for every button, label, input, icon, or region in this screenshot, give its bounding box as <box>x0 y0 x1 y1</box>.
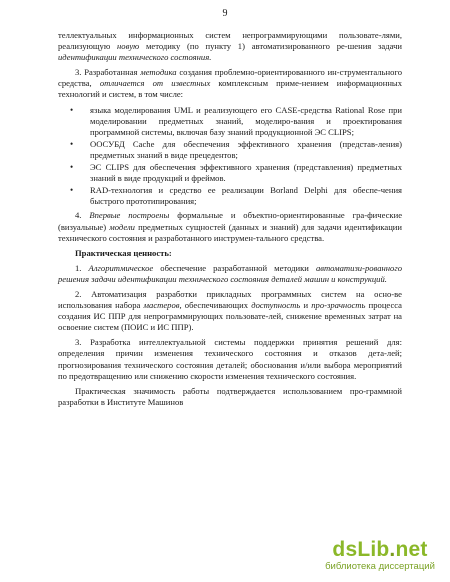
text-run: 4. <box>75 210 90 221</box>
text-run: создания проблемно-ориентированного ин-струментального средства, <box>58 67 402 89</box>
emphasis-text: про-зрачность <box>311 300 366 311</box>
text-run: формальные и объектно-ориентированные гра-фические (визуальные) <box>58 210 403 232</box>
paragraph-item-3 <box>58 67 402 100</box>
list-item-text: языка моделирования UML и реализующего его CASE-средства Rational Rose при моделировании предметных знаний, моделиро-вания и проектирования программной системы, включая базу знаний продукционной ЭС CLIPS; <box>90 104 402 137</box>
emphasis-text: мастеров, <box>143 300 182 311</box>
emphasis-text: Алгоритмическое <box>88 262 154 273</box>
list-item-text: ООСУБД Cache для обеспечения эффективного хранения (представ-ления) предметных знаний в виде прецедентов; <box>90 138 402 160</box>
text-run: теллектуальных информационных систем непрограммирующими пользовате-лями, реализующую <box>58 30 402 52</box>
list-item <box>58 185 402 207</box>
paragraph-value-1 <box>58 263 402 285</box>
emphasis-text: доступность <box>251 300 301 311</box>
text-run: 3. Разработанная <box>75 67 141 78</box>
bullet-list <box>58 105 402 208</box>
bullet-icon: • <box>70 104 74 115</box>
paragraph-final: Практическая значимость работы подтверждается использованием про-граммной разработки в Институте Машинов <box>58 385 402 407</box>
text-run: обеспечивающих <box>181 300 252 311</box>
watermark-logo <box>320 539 440 561</box>
bullet-icon: • <box>70 138 74 149</box>
paragraph-intro <box>58 30 402 63</box>
text-run: обеспечение разработанной методики <box>153 262 316 273</box>
emphasis-text: новую <box>117 41 140 52</box>
list-item-text: RAD-технология и средство ее реализации Borland Delphi для обеспе-чения быстрого прототипирования; <box>90 185 402 207</box>
text-run: предметных сущностей (данных и знаний) для задачи идентификации технического состояния и разработанного инструмен-тального средства. <box>58 221 403 243</box>
emphasis-text: методика <box>140 67 177 78</box>
emphasis-text: модели <box>109 221 135 232</box>
logo-text: dsLib <box>332 538 390 561</box>
text-run: комплексным приме-нением информационных технологий и систем, в том числе: <box>58 78 402 100</box>
bullet-icon: • <box>70 162 74 173</box>
watermark-subtitle: библиотека диссертаций <box>325 561 435 572</box>
text-run: 1. <box>75 262 89 273</box>
document-body <box>58 30 402 412</box>
text-run: 2. Автоматизация разработки прикладных программных систем на осно-ве использования набора <box>58 288 402 311</box>
logo-text: net <box>395 538 428 561</box>
list-item <box>58 162 402 184</box>
text-run: методику (по пункту 1) автоматизированного ре-шения задачи <box>139 41 402 52</box>
paragraph-value-2 <box>58 289 402 333</box>
list-item <box>58 139 402 161</box>
text-run: и <box>300 300 312 311</box>
emphasis-text: идентификации технического состояния. <box>58 52 212 63</box>
section-heading: Практическая ценность: <box>75 247 172 258</box>
emphasis-text: автоматизи-рованного решения задачи идентификации технического состояния деталей машин и конструкций. <box>58 262 402 284</box>
bullet-icon: • <box>70 185 74 196</box>
list-item-text: ЭС CLIPS для обеспечения эффективного хранения (представления) предметных знаний в виде продукций и фреймов. <box>90 162 402 184</box>
list-item <box>58 105 402 138</box>
page-number: 9 <box>222 8 228 19</box>
logo-dot: . <box>389 538 396 561</box>
paragraph-value-3: 3. Разработка интеллектуальной системы поддержки принятия решений для: определения причин изменения технического состояния и отказов дета-лей; прогнозирования технического состояния деталей; обоснования и/или выбора мероприятий по предотвращению или снижению скорости изменения технического состояния. <box>58 337 402 381</box>
watermark <box>320 539 440 572</box>
emphasis-text: Впервые построены <box>89 210 170 221</box>
text-run: процесса создания ИС ППР для непрограммирующих пользовате-лей, снижение временных затрат на освоение систем (ПОИС и ИС ППР). <box>58 300 402 333</box>
emphasis-text: отличается от известных <box>99 78 211 89</box>
paragraph-item-4 <box>58 210 402 243</box>
